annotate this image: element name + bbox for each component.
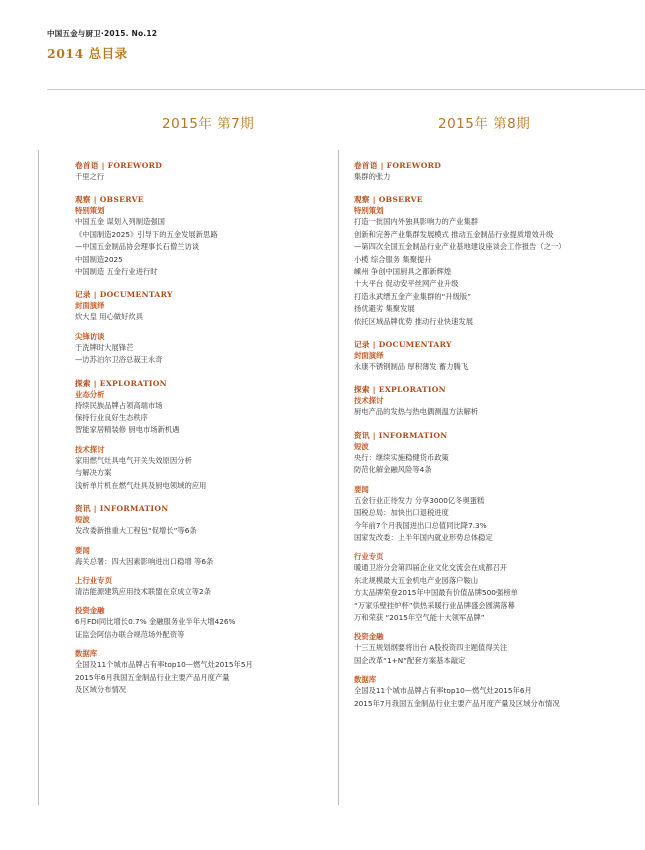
article-title: 炊大皇 用心做好炊具 (75, 312, 143, 322)
article-title: 2015年7月我国五金制品行业主要产品月度产量及区域分布情况 (354, 698, 560, 708)
article-title: 今年前7个月我国进出口总值同比降7.3% (354, 520, 487, 530)
subsection-title: 行业专页 (354, 552, 384, 562)
section-title: 观察 | OBSERVE (75, 195, 144, 205)
magazine-issue-label: 中国五金与厨卫·2015. No.12 (47, 29, 158, 38)
subsection-title: 尖锋访谈 (75, 331, 105, 341)
article-title: 永康不锈钢制品 厚积薄发 蓄力腾飞 (354, 362, 469, 372)
article-title: 暖通卫浴分会第四届企业文化交流会在成都召开 (354, 563, 508, 573)
article-title: 防范化解金融风险等4条 (354, 465, 432, 475)
article-title: 扬优避劣 集聚发展 (354, 304, 415, 314)
section-title: 记录 | DOCUMENTARY (75, 290, 173, 300)
subsection-title: 技术探讨 (75, 444, 105, 454)
column-heading-issue-7: 2015年 第7期 (162, 116, 255, 132)
section-title: 探索 | EXPLORATION (354, 385, 446, 395)
article-title: 全国及11个城市品牌占有率top10—燃气灶2015年5月 (75, 660, 253, 670)
article-title: 集群的张力 (354, 172, 391, 181)
article-title: 千里之行 (75, 172, 105, 181)
article-title: 及区域分布情况 (75, 684, 127, 694)
article-title: 十大平台 促动安平丝网产业升级 (354, 279, 459, 289)
subsection-title: 上行业专页 (75, 575, 112, 585)
article-title: 家用燃气灶具电气开关失效原因分析 (75, 455, 192, 465)
article-title: 全国及11个城市品牌占有率top10—燃气灶2015年6月 (354, 686, 532, 696)
toc-section (354, 194, 644, 328)
subsection-title: 要闻 (75, 545, 90, 555)
article-title: 智能家居精装修 厨电市场新机遇 (75, 425, 180, 435)
subsection-title: 数据库 (75, 649, 98, 659)
section-title: 探索 | EXPLORATION (75, 378, 167, 388)
subsection-title: 短波 (354, 441, 369, 451)
subsection-title: 封面演绎 (354, 351, 384, 361)
article-title: 证监会阿信办联合规范场外配资等 (75, 629, 185, 639)
article-title: 于洗牌时大展锋芒 (75, 342, 134, 352)
toc-section (75, 194, 345, 278)
article-title: 万和荣获 “2015年空气能十大领军品牌” (354, 612, 485, 622)
toc-section (75, 378, 345, 492)
article-title: “万家乐壁挂炉杯”供热采暖行业品牌盛会圆满落幕 (354, 600, 515, 610)
toc-section (354, 160, 644, 183)
article-title: 厨电产品的发热与热电偶测温方法解析 (354, 407, 479, 417)
article-title: —中国五金制品协会理事长石僧兰访谈 (75, 242, 200, 252)
column-heading-issue-8: 2015年 第8期 (438, 116, 531, 132)
article-title: 国企改革“1+N”配套方案基本敲定 (354, 655, 466, 665)
section-title: 卷首语 | FOREWORD (354, 161, 442, 170)
article-title: 保持行业良好生态秩序 (75, 413, 148, 423)
article-title: 浅析单片机在燃气灶具及厨电领域的应用 (75, 480, 207, 490)
toc-section (354, 339, 644, 373)
article-title: 国家发改委：上半年国内就业形势总体稳定 (354, 532, 493, 542)
article-title: 方太品牌荣登2015年中国最有价值品牌500强榜单 (354, 588, 518, 598)
article-title: 中国五金 谋划入列制造强国 (75, 217, 165, 227)
toc-column-issue-8 (354, 160, 644, 721)
article-title: —第四次全国五金制品行业产业基地建设座谈会工作报告（之一） (354, 242, 566, 252)
article-title: 清洁能源建筑应用技术联盟在京成立等2条 (75, 586, 211, 596)
subsection-title: 投资金融 (354, 632, 384, 642)
toc-section (354, 430, 644, 710)
article-title: 嵊州 争创中国厨具之都新辉煌 (354, 267, 452, 277)
subsection-title: 特别策划 (354, 206, 384, 216)
article-title: 中国制造 五金行业进行时 (75, 267, 158, 277)
article-title: 东北规模最大五金机电产业园落户鞍山 (354, 575, 479, 585)
article-title: 《中国制造2025》引导下的五金发展新思路 (75, 229, 218, 239)
article-title: 五金行业正待发力 分享3000亿冬奥蛋糕 (354, 495, 485, 505)
subsection-title: 特别策划 (75, 206, 105, 216)
subsection-title: 要闻 (354, 484, 369, 494)
toc-section (354, 384, 644, 418)
section-title: 记录 | DOCUMENTARY (354, 340, 452, 350)
left-margin-rule (38, 150, 39, 805)
toc-column-issue-7 (75, 160, 345, 707)
article-title: 创新和完善产业集群发展模式 推动五金制品行业提质增效升级 (354, 229, 554, 239)
article-title: 国税总局：加快出口退税进度 (354, 508, 449, 518)
article-title: 打造永武缙五金产业集群的“升级版” (354, 291, 472, 301)
section-title: 卷首语 | FOREWORD (75, 161, 163, 170)
subsection-title: 技术探讨 (354, 396, 384, 406)
article-title: 持续民族品牌占领高端市场 (75, 400, 163, 410)
article-title: 2015年6月我国五金制品行业主要产品月度产量 (75, 672, 230, 682)
article-title: 中国制造2025 (75, 254, 123, 264)
subsection-title: 封面演绎 (75, 301, 105, 311)
article-title: 小榄 综合服务 集聚提升 (354, 254, 432, 264)
article-title: 央行：继续实施稳健货币政策 (354, 452, 449, 462)
subsection-title: 数据库 (354, 675, 377, 685)
subsection-title: 投资金融 (75, 606, 105, 616)
top-divider (47, 89, 645, 90)
article-title: 打造一批国内外独具影响力的产业集群 (354, 217, 479, 227)
subsection-title: 短波 (75, 515, 90, 525)
toc-section (75, 503, 345, 696)
subsection-title: 业态分析 (75, 389, 105, 399)
article-title: 海关总署：四大因素影响进出口稳增 等6条 (75, 556, 214, 566)
article-title: 6月FDI同比增长0.7% 金融服务业半年大增426% (75, 617, 236, 627)
section-title: 资讯 | INFORMATION (354, 430, 448, 440)
section-title: 观察 | OBSERVE (354, 195, 423, 205)
article-title: 发改委新推重大工程包“促增长”等6条 (75, 526, 197, 536)
article-title: 与解决方案 (75, 468, 112, 478)
page-title: 2014 总目录 (47, 46, 128, 61)
article-title: 依托区域品牌优势 推动行业快速发展 (354, 316, 474, 326)
article-title: —访苏泊尔卫浴总裁王永奇 (75, 355, 163, 365)
section-title: 资讯 | INFORMATION (75, 504, 169, 514)
toc-section (75, 289, 345, 366)
toc-section (75, 160, 345, 183)
article-title: 十三五规划纲要将出台 A股投资四主题值得关注 (354, 643, 508, 653)
